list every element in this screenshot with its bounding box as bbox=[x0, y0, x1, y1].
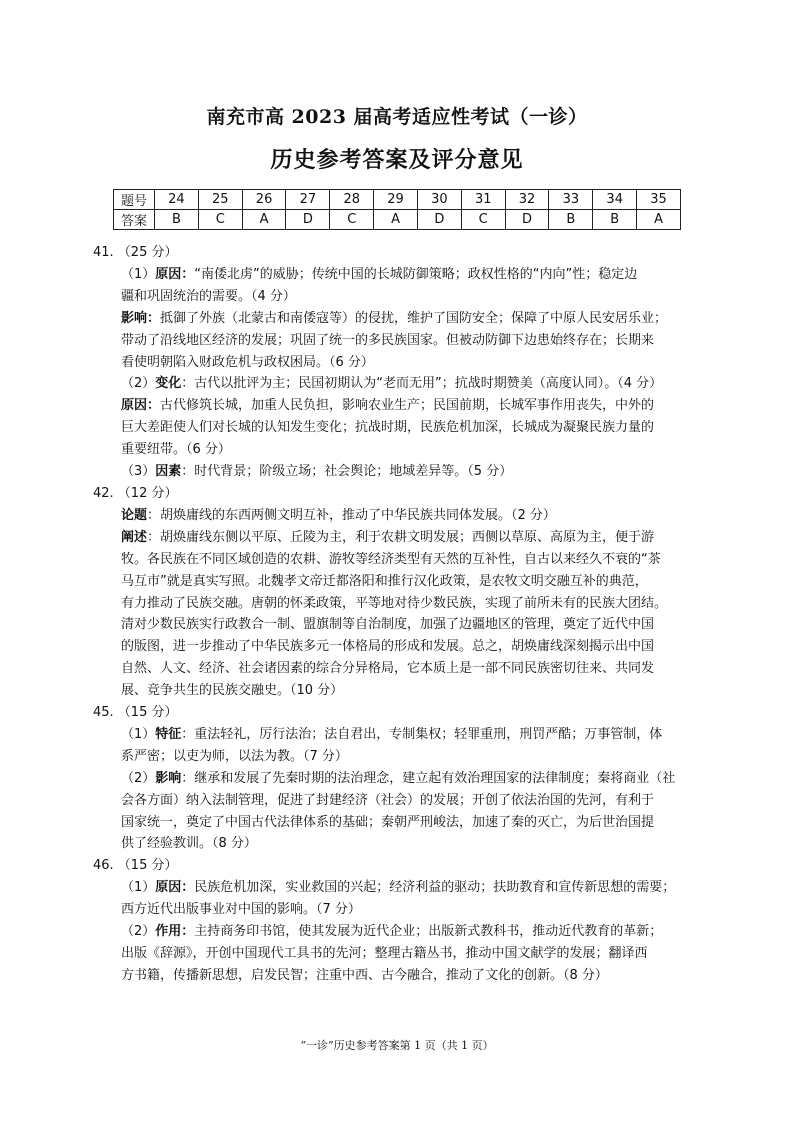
part-label: （2） bbox=[121, 924, 156, 940]
answer-line: 疆和巩固统治的需要。（4 分） bbox=[121, 288, 296, 304]
answer-line: 国家统一，奠定了中国古代法律体系的基础；秦朝严刑峻法，加速了秦的灭亡，为后世治国提 bbox=[121, 814, 655, 830]
answer-cell: B bbox=[549, 210, 593, 230]
keyword: 特征 bbox=[155, 726, 182, 742]
question-number: 31 bbox=[461, 190, 505, 210]
answer-line bbox=[93, 724, 701, 746]
keyword: 论题 bbox=[121, 507, 148, 523]
question-number-row bbox=[114, 190, 681, 210]
question-45-heading: 45. （15 分） bbox=[93, 705, 178, 721]
answer-line bbox=[93, 264, 701, 286]
keyword: 原因： bbox=[155, 880, 195, 896]
answer-line: 展、竞争共生的民族交融史。（10 分） bbox=[121, 683, 344, 699]
question-number: 26 bbox=[242, 190, 286, 210]
question-number: 25 bbox=[198, 190, 242, 210]
answer-cell: A bbox=[242, 210, 286, 230]
answer-table bbox=[113, 189, 681, 230]
answer-line: 牧。各民族在不同区域创造的农耕、游牧等经济类型有天然的互补性，自古以来经久不衰的“茶 bbox=[121, 551, 661, 567]
answer-line: 系严密；以吏为师，以法为教。（7 分） bbox=[121, 748, 348, 764]
answer-cell: D bbox=[505, 210, 549, 230]
part-label: （3） bbox=[121, 464, 156, 480]
answer-cell: C bbox=[461, 210, 505, 230]
question-number: 35 bbox=[637, 190, 681, 210]
question-number: 29 bbox=[374, 190, 418, 210]
answer-line: 自然、人文、经济、社会诸因素的综合分异格局，它本质上是一部不同民族密切往来、共同发 bbox=[121, 661, 655, 677]
answer-text: ：古代以批评为主；民国初期认为“老而无用”；抗战时期赞美（高度认同）。（4 分） bbox=[181, 376, 663, 392]
answer-line: 清对少数民族实行政教合一制、盟旗制等自治制度，加强了边疆地区的管理，奠定了近代中国 bbox=[121, 617, 655, 633]
question-number: 33 bbox=[549, 190, 593, 210]
keyword: 影响： bbox=[121, 310, 161, 326]
answer-cell: C bbox=[198, 210, 242, 230]
keyword: 变化 bbox=[155, 376, 182, 392]
keyword: 作用： bbox=[155, 924, 195, 940]
answer-text: ：胡焕庸线东侧以平原、丘陵为主，利于农耕文明发展；西侧以草原、高原为主，便于游 bbox=[147, 529, 655, 545]
question-number: 27 bbox=[286, 190, 330, 210]
row-label: 答案 bbox=[114, 210, 155, 230]
answer-text: ：重法轻礼，厉行法治；法自君出，专制集权；轻罪重刑，刑罚严酷；万事管制，体 bbox=[181, 726, 663, 742]
part-label: （1） bbox=[121, 266, 156, 282]
answers-content bbox=[93, 242, 701, 987]
answer-line bbox=[93, 395, 701, 417]
answer-line: 带动了沿线地区经济的发展；巩固了统一的多民族国家。但被动防御下边患始终存在；长期来 bbox=[121, 332, 655, 348]
answer-text: 古代修筑长城，加重人民负担，影响农业生产；民国前期，长城军事作用丧失，中外的 bbox=[160, 398, 655, 414]
part-label: （2） bbox=[121, 770, 156, 786]
keyword: 原因： bbox=[155, 266, 195, 282]
answer-cell: D bbox=[417, 210, 461, 230]
answer-text: “南倭北虏”的威胁；传统中国的长城防御策略；政权性格的“内向”性；稳定边 bbox=[194, 266, 638, 282]
answer-line bbox=[93, 461, 701, 483]
answer-cell: D bbox=[286, 210, 330, 230]
question-number: 30 bbox=[417, 190, 461, 210]
answer-line bbox=[93, 768, 701, 790]
answer-line: 重要纽带。（6 分） bbox=[121, 442, 231, 458]
answer-text: 民族危机加深，实业救国的兴起；经济利益的驱动；扶助教育和宣传新思想的需要； bbox=[194, 880, 676, 896]
answer-text: 抵御了外族（北蒙古和南倭寇等）的侵扰，维护了国防安全；保障了中原人民安居乐业； bbox=[160, 310, 668, 326]
keyword: 因素 bbox=[155, 464, 182, 480]
answer-line bbox=[93, 505, 701, 527]
answer-line bbox=[93, 921, 701, 943]
row-label: 题号 bbox=[114, 190, 155, 210]
answer-line bbox=[93, 373, 701, 395]
answer-line: 有力推动了民族交融。唐朝的怀柔政策，平等地对待少数民族，实现了前所未有的民族大团结。 bbox=[121, 595, 668, 611]
answer-text: ：继承和发展了先秦时期的法治理念，建立起有效治理国家的法律制度；秦将商业（社 bbox=[181, 770, 676, 786]
keyword: 阐述 bbox=[121, 529, 148, 545]
answer-line bbox=[93, 877, 701, 899]
keyword: 影响 bbox=[155, 770, 182, 786]
answer-line: 供了经验教训。（8 分） bbox=[121, 836, 257, 852]
question-46-heading: 46. （15 分） bbox=[93, 858, 178, 874]
question-number: 28 bbox=[330, 190, 374, 210]
part-label: （1） bbox=[121, 880, 156, 896]
answer-line: 巨大差距使人们对长城的认知发生变化；抗战时期，民族危机加深，长城成为凝聚民族力量的 bbox=[121, 420, 655, 436]
question-number: 24 bbox=[155, 190, 199, 210]
question-41-heading: 41. （25 分） bbox=[93, 245, 178, 260]
answer-line bbox=[93, 527, 701, 549]
exam-title: 南充市高 2023 届高考适应性考试（一诊） bbox=[206, 106, 588, 128]
answer-cell: C bbox=[330, 210, 374, 230]
part-label: （2） bbox=[121, 376, 156, 392]
question-number: 32 bbox=[505, 190, 549, 210]
answer-line: 的版图，进一步推动了中华民族多元一体格局的形成和发展。总之，胡焕庸线深刻揭示出中国 bbox=[121, 639, 655, 655]
answer-cell: A bbox=[374, 210, 418, 230]
question-number: 34 bbox=[593, 190, 637, 210]
answer-line: 看使明朝陷入财政危机与政权困局。（6 分） bbox=[121, 354, 374, 370]
document-subtitle: 历史参考答案及评分意见 bbox=[270, 147, 524, 173]
keyword: 原因： bbox=[121, 398, 161, 414]
answer-cell: A bbox=[637, 210, 681, 230]
answer-cell: B bbox=[155, 210, 199, 230]
answer-row bbox=[114, 210, 681, 230]
answer-line: 出版《辞源》，开创中国现代工具书的先河；整理古籍丛书，推动中国文献学的发展；翻译西 bbox=[121, 946, 648, 961]
answer-text: 主持商务印书馆，使其发展为近代企业；出版新式教科书，推动近代教育的革新； bbox=[194, 924, 663, 940]
answer-line bbox=[93, 308, 701, 330]
answer-cell: B bbox=[593, 210, 637, 230]
part-label: （1） bbox=[121, 726, 156, 742]
answer-text: ：胡焕庸线的东西两侧文明互补，推动了中华民族共同体发展。（2 分） bbox=[147, 507, 556, 523]
page-footer: “一诊”历史参考答案第 1 页（共 1 页） bbox=[300, 1039, 494, 1052]
answer-line: 西方近代出版事业对中国的影响。（7 分） bbox=[121, 902, 361, 918]
answer-text: ：时代背景；阶级立场；社会舆论；地域差异等。（5 分） bbox=[181, 464, 513, 480]
answer-line: 会各方面）纳入法制管理，促进了封建经济（社会）的发展；开创了依法治国的先河，有利于 bbox=[121, 792, 655, 808]
answer-line: 马互市”就是真实写照。北魏孝文帝迁都洛阳和推行汉化政策，是农牧文明交融互补的典范， bbox=[121, 573, 648, 589]
answer-line: 方书籍，传播新思想，启发民智；注重中西、古今融合，推动了文化的创新。（8 分） bbox=[121, 967, 608, 983]
question-42-heading: 42. （12 分） bbox=[93, 485, 178, 501]
